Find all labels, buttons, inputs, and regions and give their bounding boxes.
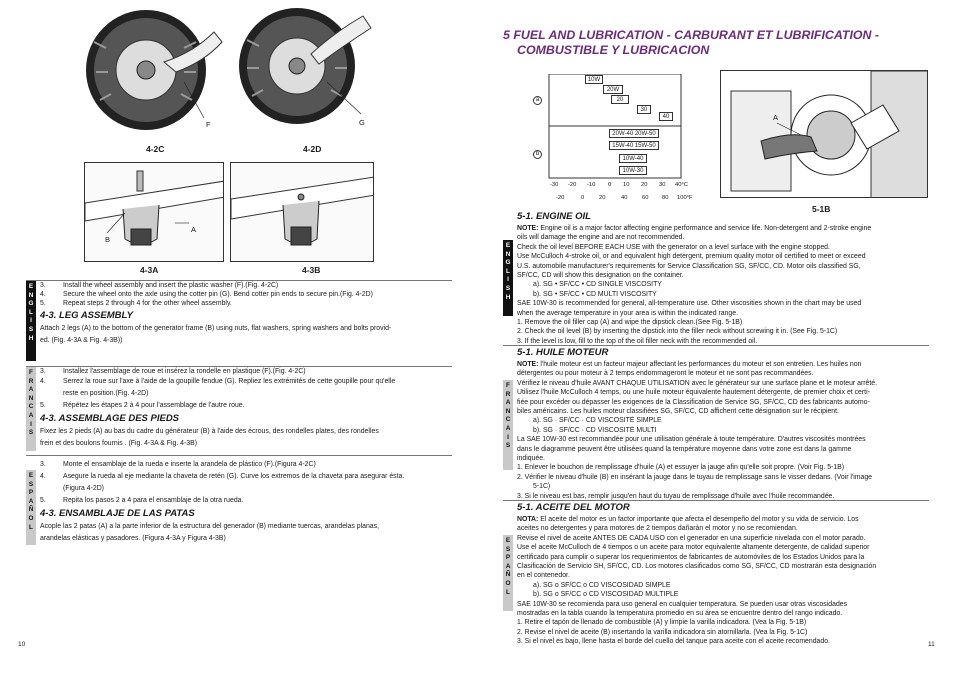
- body-line: SAE 10W-30 se recomienda para uso general en cualquier temperatura. Se pueden usar otras viscosidades: [517, 600, 848, 608]
- body-line: 1. Enlever le bouchon de remplissage d'huile (A) et essuyer la jauge afin qu'elle soit propre. (Voir Fig. 5-1B): [517, 464, 845, 472]
- body-line: b). SG o SF/CC o CD VISCOSIDAD MÚLTIPLE: [533, 591, 679, 599]
- section-heading: 4-3. ASSEMBLAGE DES PIEDS: [40, 413, 180, 425]
- step-item: 3. Monte el ensamblaje de la rueda e inserte la arandela de plástico (F).(Figura 4-2C): [40, 461, 316, 468]
- body-line: indiquée.: [517, 455, 545, 463]
- fahrenheit-tick: 20: [599, 195, 606, 201]
- body-line: 3. If the level is low, fill to the top of the oil filler neck with the recommended oil.: [517, 337, 758, 345]
- lang-bar-english: E N G L I S H: [503, 240, 513, 316]
- body-line: 2. Vérifier le niveau d'huile (B) en insérant la jauge dans le tuyau de remplissage sans le visser dedans. (Voir l'image: [517, 473, 873, 481]
- body-line: Use el aceite McCulloch de 4 tiempos o un aceite para motor equivalente altamente detergente, de calidad superior: [517, 544, 870, 552]
- body-line: aceites no detergentes y para motores de 2 tiempos dañarán el motor y no se recomiendan.: [517, 525, 798, 533]
- section-english-left: [40, 281, 454, 347]
- engine-oil-cap-illustration: [721, 71, 928, 198]
- viscosity-box: 10W-30: [619, 166, 647, 175]
- body-line: 2. Revise el nivel de aceite (B) insertando la varilla indicadora sin atornillarla. (Vea la Fig. 5-1C): [517, 628, 808, 636]
- lang-bar-english: E N G L I S H: [26, 281, 36, 361]
- callout-a: A: [191, 225, 197, 234]
- step-item: reste en position.(Fig. 4-2D): [63, 390, 149, 398]
- body-line: NOTA: El aceite del motor es un factor importante que afecta el desempeño del motor y su vida de servicio. Los: [517, 516, 859, 523]
- step-item: 3. Installez l'assemblage de roue et insérez la rondelle en plastique (F).(Fig. 4-2C): [40, 368, 306, 375]
- viscosity-box: 20W: [603, 85, 623, 94]
- section-heading: 5-1. ACEITE DEL MOTOR: [517, 502, 630, 513]
- wheel-illustration: [84, 2, 224, 140]
- marker-b: b: [533, 150, 542, 159]
- fahrenheit-tick: 40: [621, 195, 628, 201]
- leg-frame-illustration: [85, 163, 224, 262]
- figure-label-4-3b: 4-3B: [302, 265, 321, 275]
- body-line: b). SG • SF/CC • CD MULTI VISCOSITY: [533, 290, 657, 298]
- viscosity-box: 40: [659, 112, 673, 121]
- section-heading: 5-1. HUILE MOTEUR: [517, 347, 609, 358]
- body-line: NOTE: l'huile moteur est un facteur majeur affectant les performances du moteur et son entretien. Les huiles non: [517, 361, 862, 368]
- figure-4-3b: [230, 162, 374, 262]
- body-line: 1. Remove the oil filler cap (A) and wipe the dipstick clean.(See Fig. 5-1B): [517, 319, 743, 327]
- body-line: fiée pour excéder ou dépasser les exigences de la Classification de Service SG, SF/CC, CD des fabricants automo-: [517, 398, 870, 406]
- figure-label-4-3a: 4-3A: [140, 265, 159, 275]
- lang-bar-french: F R A N C A I S: [26, 367, 36, 451]
- celsius-tick: 0: [608, 182, 612, 188]
- celsius-tick: 20: [641, 182, 648, 188]
- body-line: Attach 2 legs (A) to the bottom of the generator frame (B) using nuts, flat washers, spring washers and bolts provid-: [40, 324, 392, 332]
- body-line: Clasificación de Servicio SH, SF/CC, CD. Los motores clasificados como SG, SF/CC, CD mostrarán esta designación: [517, 563, 877, 571]
- step-item: (Figura 4-2D): [63, 485, 104, 492]
- step-item: 5. Repita los pasos 2 a 4 para el ensamblaje de la otra rueda.: [40, 497, 244, 504]
- body-line: Utilisez l'huile McCulloch 4 temps, ou une huile moteur équivalente hautement détergente, de premier choix et certi-: [517, 389, 870, 397]
- body-line: 3. Si le niveau est bas, remplir jusqu'en haut du tuyau de remplissage d'huile avec l'huile recommandée.: [517, 492, 835, 500]
- fahrenheit-tick: 80: [662, 195, 669, 201]
- body-line: b). SG · SF/CC · CD VISCOSITÉ MULTI: [533, 426, 657, 434]
- fahrenheit-tick: 60: [642, 195, 649, 201]
- page-number-right: 11: [928, 641, 935, 648]
- body-line: 5-1C): [533, 483, 551, 491]
- figure-label-5-1b: 5-1B: [812, 204, 831, 214]
- body-line: certificado para cumplir o superar los requerimientos de fabricantes de automóviles de los Estados Unidos para la: [517, 553, 865, 561]
- step-item: 5. Repeat steps 2 through 4 for the other wheel assembly.: [40, 300, 232, 308]
- page-number-left: 10: [18, 641, 26, 648]
- leg-mounted-illustration: [231, 163, 374, 262]
- section-heading: 4-3. ENSAMBLAJE DE LAS PATAS: [40, 508, 195, 519]
- body-line: en el contenedor.: [517, 572, 570, 580]
- body-line: SAE 10W-30 is recommended for general, all-temperature use. Other viscosities shown in the chart may be used: [517, 300, 862, 308]
- step-item: 3. Install the wheel assembly and insert the plastic washer (F).(Fig. 4-2C): [40, 282, 279, 289]
- viscosity-box: 20W-40 20W-50: [609, 129, 659, 138]
- figure-4-2c: [84, 2, 224, 140]
- body-line: Revise el nivel de aceite ANTES DE CADA USO con el generador en una superficie nivelada con el motor parado.: [517, 534, 866, 542]
- body-line: Check the oil level BEFORE EACH USE with the generator on a level surface with the engine stopped.: [517, 243, 830, 251]
- viscosity-box: 20: [611, 95, 629, 104]
- body-line: Acople las 2 patas (A) a la parte inferior de la estructura del generador (B) mediante tuercas, arandelas planas,: [40, 523, 379, 530]
- celsius-tick: -30: [550, 182, 559, 188]
- section-heading: 4-3. LEG ASSEMBLY: [40, 309, 133, 321]
- body-line: Fixez les 2 pieds (A) au bas du cadre du générateur (B) à l'aide des écrous, des rondelles plates, des rondelles: [40, 428, 379, 436]
- body-line: when the average temperature in your area is within the indicated range.: [517, 309, 739, 317]
- step-item: 5. Répétez les étapes 2 à 4 pour l'assemblage de l'autre roue.: [40, 402, 245, 410]
- figure-4-3a: [84, 162, 224, 262]
- fahrenheit-tick: 0: [581, 195, 585, 201]
- marker-a: a: [533, 96, 542, 105]
- wheel-cotter-illustration: [235, 2, 375, 140]
- fahrenheit-tick: 100°F: [677, 195, 693, 201]
- section-spanish-left: [40, 459, 454, 545]
- page-title: 5 FUEL AND LUBRICATION - CARBURANT ET LUBRIFICATION - COMBUSTIBLE Y LUBRICACION: [503, 28, 880, 57]
- body-line: a). SG • SF/CC • CD SINGLE VISCOSITY: [533, 281, 662, 289]
- figure-5-1b: [720, 70, 928, 198]
- viscosity-box: 10W: [585, 75, 603, 84]
- celsius-tick: 30: [659, 182, 666, 188]
- body-line: 3. Si el nivel es bajo, llene hasta el borde del cuello del tanque para aceite con el aceite recomendado.: [517, 638, 830, 646]
- viscosity-box: 30: [637, 105, 651, 114]
- step-item: 4. Asegure la rueda al eje mediante la chaveta de retén (G). Curve los extremos de la chaveta para asegurar ésta.: [40, 473, 405, 480]
- body-line: détergentes ou pour moteur à 2 temps endommageront le moteur et ne sont pas recommandées.: [517, 370, 814, 378]
- figure-label-4-2d: 4-2D: [303, 144, 322, 154]
- body-line: 1. Retire el tapón de llenado de combustible (A) y limpie la varilla indicadora. (Vea la Fig. 5-1B): [517, 619, 807, 627]
- figure-4-2d: [235, 2, 375, 140]
- body-line: oils will damage the engine and are not recommended.: [517, 234, 685, 242]
- step-item: 4. Secure the wheel onto the axle using the cotter pin (G). Bend cotter pin ends to secure pin.(Fig. 4-2D): [40, 291, 373, 299]
- lang-bar-french: F R A N C A I S: [503, 380, 513, 470]
- body-line: 2. Check the oil level (B) by inserting the dipstick into the filler neck without screwing it in. (See Fig. 5-1C): [517, 328, 838, 336]
- step-item: 4. Serrez la roue sur l'axe à l'aide de la goupille fendue (G). Repliez les extrémités de cette goupille pour qu'elle: [40, 378, 396, 386]
- lang-bar-spanish: E S P A Ñ O L: [26, 470, 36, 545]
- viscosity-box: 10W-40: [619, 154, 647, 163]
- body-line: SF/CC, CD will show this designation on the container.: [517, 272, 684, 280]
- section-spanish-right: [517, 501, 929, 647]
- body-line: La SAE 10W-30 est recommandée pour une utilisation générale à toute température. D'autres viscosités montrées: [517, 436, 866, 444]
- body-line: Vérifiez le niveau d'huile AVANT CHAQUE UTILISATION avec le générateur sur une surface plane et le moteur arrêté.: [517, 379, 878, 387]
- celsius-tick: -10: [587, 182, 596, 188]
- celsius-tick: -20: [568, 182, 577, 188]
- body-line: U.S. automobile manufacturer's requirements for Service Classification SG, SF/CC, CD. Motor oils classified SG,: [517, 262, 861, 270]
- callout-a: A: [773, 113, 779, 122]
- figure-label-4-2c: 4-2C: [146, 144, 165, 154]
- section-divider: [26, 455, 452, 456]
- viscosity-chart: [517, 74, 697, 204]
- body-line: dans le diagramme peuvent être utilisées quand la température moyenne dans votre zone est dans la gamme: [517, 445, 852, 453]
- body-line: frein et des boulons fournis . (Fig. 4-3A & Fig. 4-3B): [40, 440, 198, 448]
- body-line: Use McCulloch 4-stroke oil, or and equivalent high detergent, premium quality motor oil certified to meet or exceed: [517, 253, 866, 261]
- fahrenheit-tick: -20: [556, 195, 565, 201]
- callout-f: F: [206, 120, 211, 129]
- lang-bar-spanish: E S P A Ñ O L: [503, 535, 513, 611]
- body-line: arandelas elásticas y pasadores. (Figura 4-3A y Figura 4-3B): [40, 535, 226, 542]
- viscosity-box: 15W-40 15W-50: [609, 141, 659, 150]
- body-line: mostradas en la tabla cuando la temperatura promedio en su área se encuentre dentro del rango indicado.: [517, 610, 843, 618]
- section-french-right: [517, 346, 929, 501]
- body-line: NOTE: Engine oil is a major factor affecting engine performance and service life. Non-detergent and 2-stroke engine: [517, 225, 872, 232]
- body-line: biles américains. Les huiles moteur classifiées SG, SF/CC, CD affichent cette désignation sur le récipient.: [517, 408, 839, 416]
- body-line: ed. (Fig. 4-3A & Fig. 4-3B)): [40, 336, 123, 344]
- callout-g: G: [359, 118, 365, 127]
- section-french-left: [40, 367, 454, 450]
- body-line: a). SG · SF/CC · CD VISCOSITÉ SIMPLE: [533, 417, 662, 425]
- section-heading: 5-1. ENGINE OIL: [517, 211, 591, 222]
- callout-b: B: [105, 235, 111, 244]
- celsius-tick: 10: [623, 182, 630, 188]
- section-english-right: [517, 210, 929, 346]
- body-line: a). SG o SF/CC o CD VISCOSIDAD SIMPLE: [533, 581, 671, 589]
- celsius-tick: 40°C: [675, 182, 688, 188]
